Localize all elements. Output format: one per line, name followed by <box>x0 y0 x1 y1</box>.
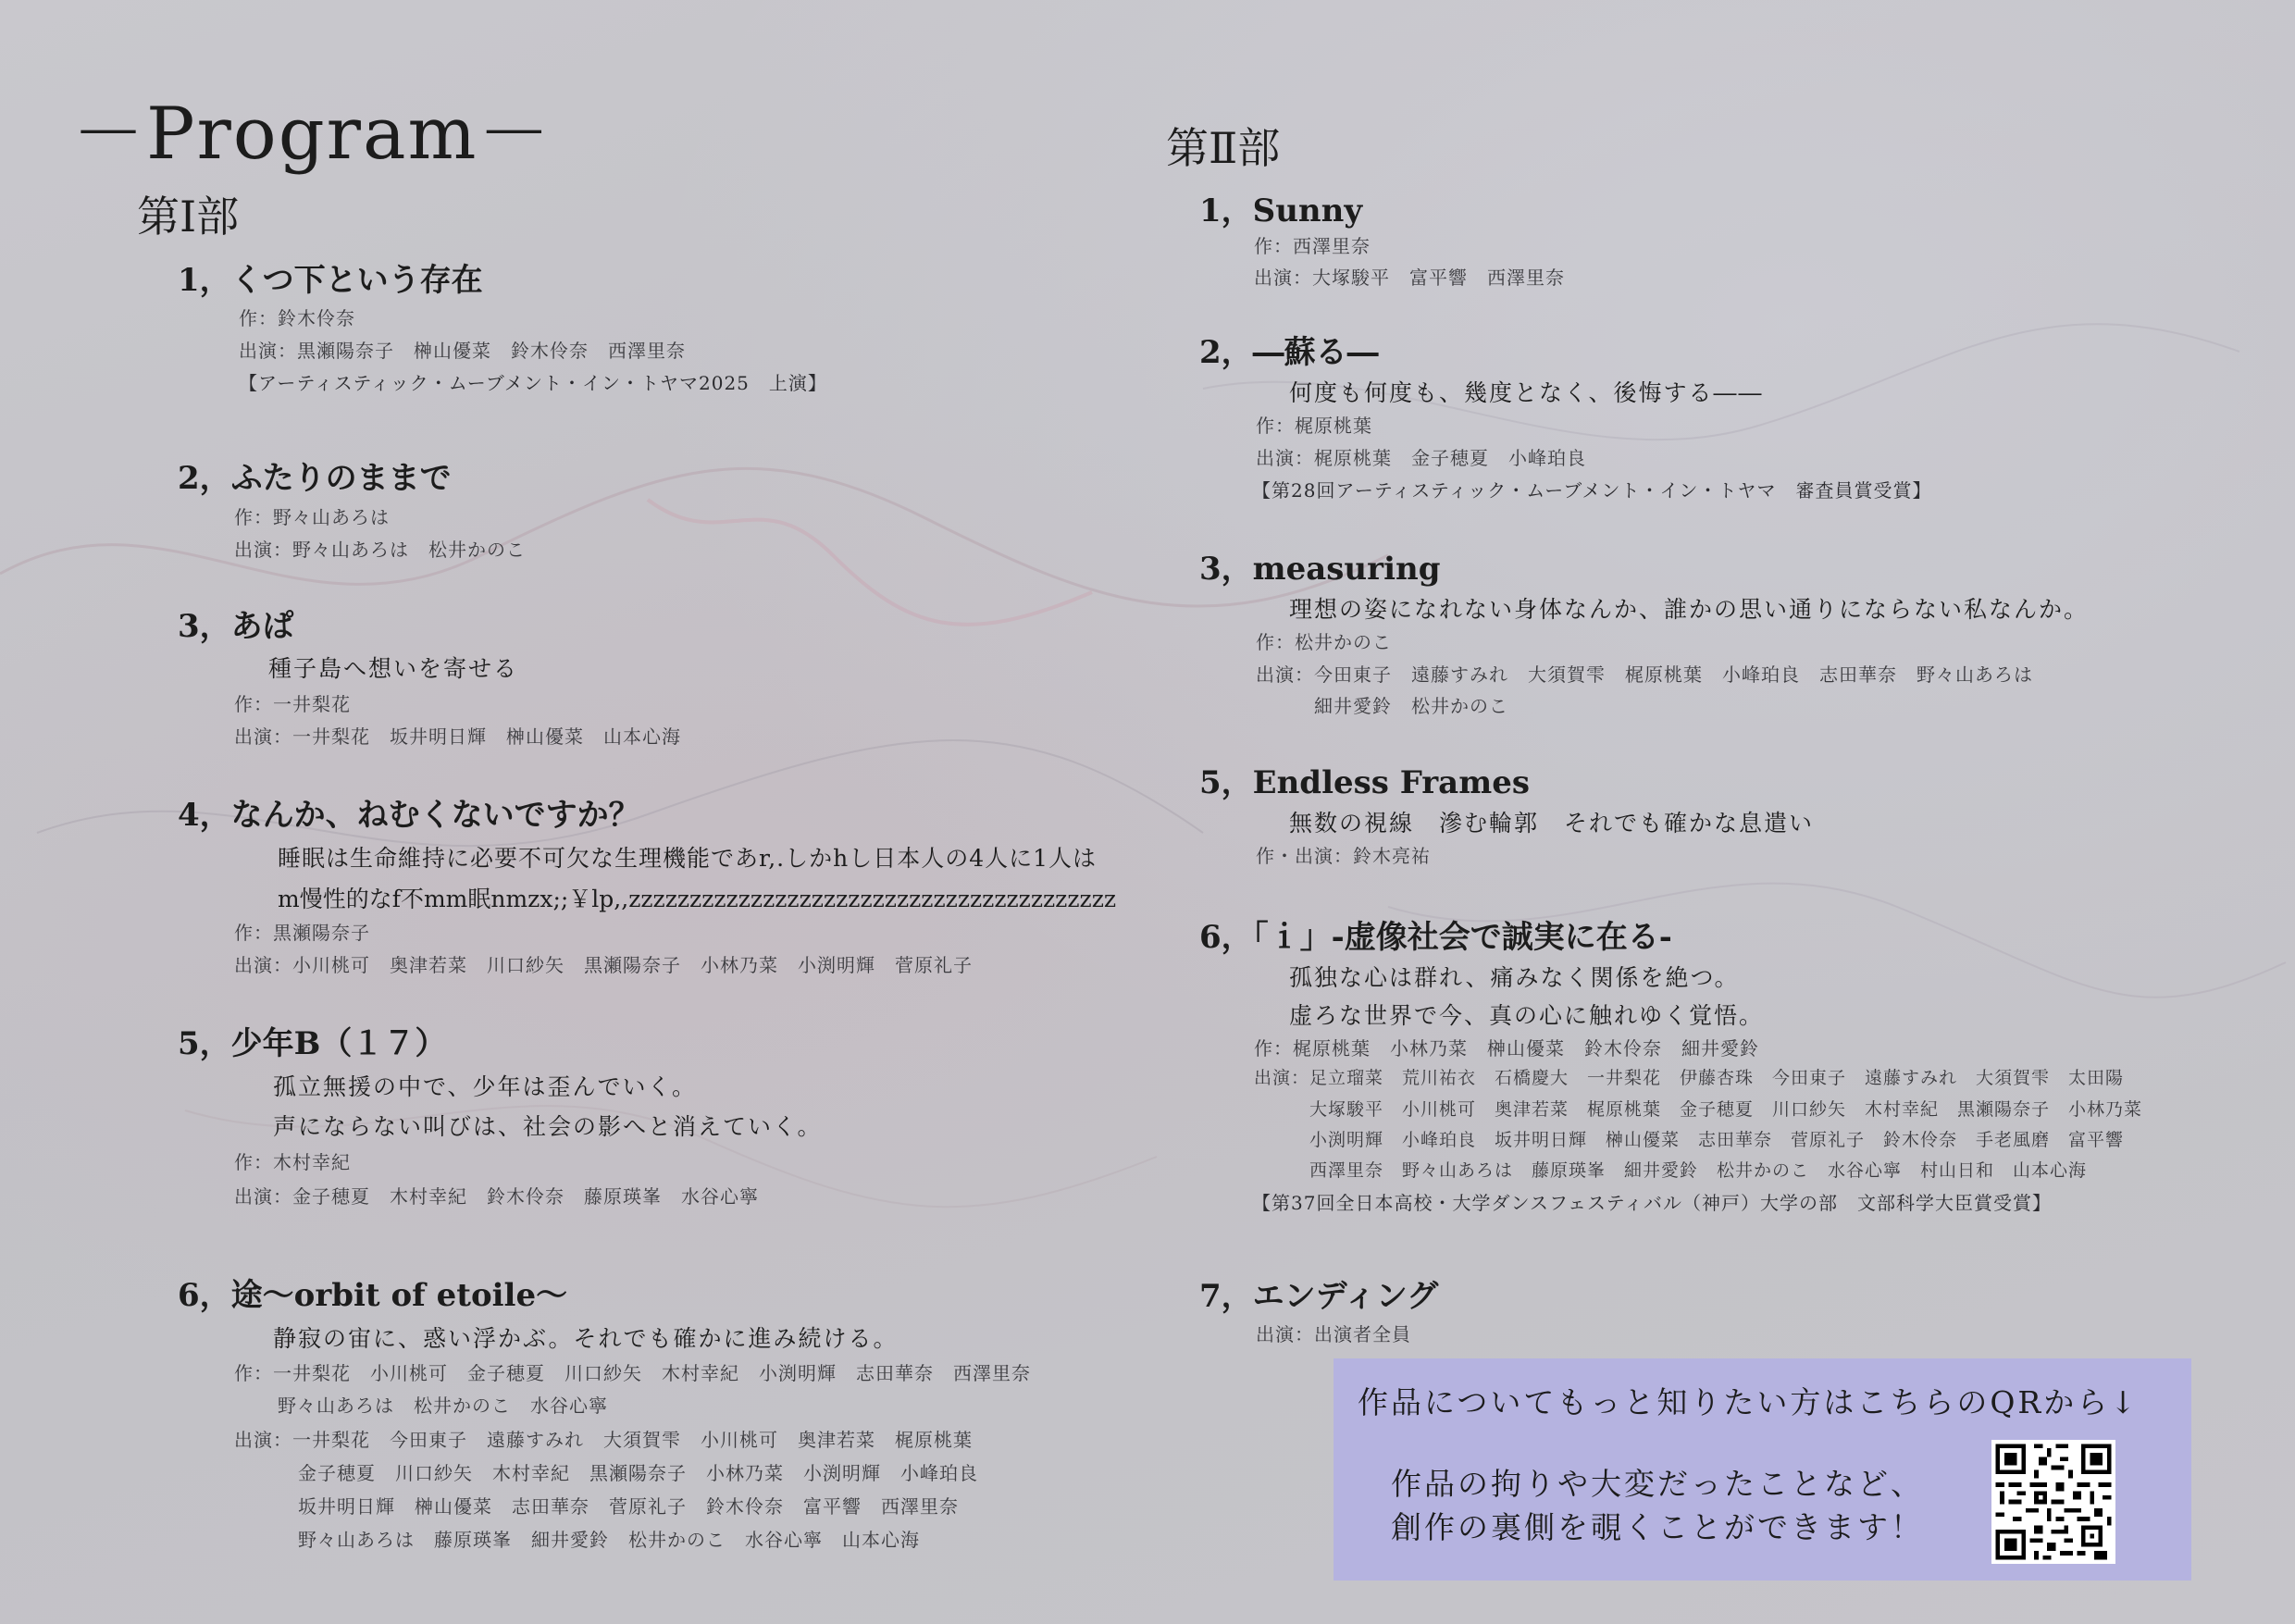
piece-author: 作：一井梨花 小川桃可 金子穂夏 川口紗矢 木村幸紀 小渕明輝 志田華奈 西澤里奈 <box>234 1362 1031 1384</box>
qr-description-line: 創作の裏側を覗くことができます！ <box>1391 1509 1924 1545</box>
piece-author: 作：野々山あろは <box>234 506 390 528</box>
piece-cast: 野々山あろは 藤原瑛峯 細井愛鈴 松井かのこ 水谷心寧 山本心海 <box>298 1529 920 1551</box>
piece-blurb: 孤立無援の中で、少年は歪んでいく。 <box>273 1073 698 1100</box>
piece-cast: 出演：一井梨花 今田東子 遠藤すみれ 大須賀雫 小川桃可 奥津若菜 梶原桃葉 <box>234 1429 973 1451</box>
piece-blurb: 理想の姿になれない身体なんか、誰かの思い通りにならない私なんか。 <box>1289 596 2090 623</box>
piece-author: 作：鈴木伶奈 <box>239 307 355 329</box>
piece-title: 3，あぱ <box>178 608 294 645</box>
qr-code-icon[interactable] <box>1991 1440 2115 1564</box>
piece-blurb: 虚ろな世界で今、真の心に触れゆく覚悟。 <box>1289 1002 1765 1029</box>
qr-description-line: 作品の拘りや大変だったことなど、 <box>1391 1466 1924 1502</box>
piece-cast: 出演：金子穂夏 木村幸紀 鈴木伶奈 藤原瑛峯 水谷心寧 <box>234 1185 759 1208</box>
piece-award: 【アーティスティック・ムーブメント・イン・トヤマ2025 上演】 <box>239 372 827 394</box>
piece-cast: 細井愛鈴 松井かのこ <box>1314 695 1508 717</box>
piece-title: 2，―蘇る― <box>1199 334 1379 371</box>
piece-cast: 出演：足立瑠菜 荒川祐衣 石橋慶大 一井梨花 伊藤杏珠 今田東子 遠藤すみれ 大須賀雫 太田陽 <box>1254 1068 2125 1088</box>
piece-cast: 大塚駿平 小川桃可 奥津若菜 梶原桃葉 金子穂夏 川口紗矢 木村幸紀 黒瀬陽奈子 小林乃菜 <box>1309 1099 2143 1120</box>
piece-author: 作：一井梨花 <box>234 693 351 715</box>
piece-blurb: 睡眠は生命維持に必要不可欠な生理機能であr,.しかhし日本人の4人に1人は <box>278 845 1098 872</box>
piece-cast: 出演：小川桃可 奥津若菜 川口紗矢 黒瀬陽奈子 小林乃菜 小渕明輝 菅原礼子 <box>234 954 973 976</box>
piece-blurb: m慢性的なf不mm眠nmzx;;￥lp,,zzzzzzzzzzzzzzzzzzzzzzzzzzzzzzzzzzzzzzzz <box>278 886 1117 912</box>
piece-title: 6，「ｉ」-虚像社会で誠実に在る- <box>1199 919 1672 956</box>
qr-heading: 作品についてもっと知りたい方はこちらのQRから↓ <box>1358 1384 2139 1420</box>
piece-blurb: 静寂の宙に、惑い浮かぶ。それでも確かに進み続ける。 <box>273 1325 899 1352</box>
piece-title: 7，エンディング <box>1199 1278 1439 1315</box>
piece-author: 作：木村幸紀 <box>234 1151 351 1173</box>
piece-author: 作・出演：鈴木亮祐 <box>1256 845 1431 867</box>
piece-title: 3，measuring <box>1199 551 1441 588</box>
piece-blurb: 孤独な心は群れ、痛みなく関係を絶つ。 <box>1289 964 1740 991</box>
piece-author: 作：松井かのこ <box>1256 631 1392 653</box>
piece-cast: 出演：梶原桃葉 金子穂夏 小峰珀良 <box>1256 447 1586 469</box>
piece-cast: 出演：出演者全員 <box>1256 1323 1411 1345</box>
part1-heading: 第Ⅰ部 <box>137 192 240 242</box>
piece-title: 4，なんか、ねむくないですか？ <box>178 797 640 834</box>
piece-author: 作：梶原桃葉 小林乃菜 榊山優菜 鈴木伶奈 細井愛鈴 <box>1254 1037 1759 1060</box>
piece-title: 1，Sunny <box>1199 192 1363 229</box>
piece-author: 作：黒瀬陽奈子 <box>234 922 370 944</box>
piece-cast: 出演：野々山あろは 松井かのこ <box>234 539 526 561</box>
piece-blurb: 無数の視線 滲む輪郭 それでも確かな息遣い <box>1289 810 1815 837</box>
piece-cast: 金子穂夏 川口紗矢 木村幸紀 黒瀬陽奈子 小林乃菜 小渕明輝 小峰珀良 <box>298 1462 978 1484</box>
piece-blurb: 種子島へ想いを寄せる <box>268 655 519 682</box>
piece-cast: 西澤里奈 野々山あろは 藤原瑛峯 細井愛鈴 松井かのこ 水谷心寧 村山日和 山本心海 <box>1309 1160 2088 1181</box>
piece-blurb: 声にならない叫びは、社会の影へと消えていく。 <box>273 1113 823 1140</box>
piece-author: 野々山あろは 松井かのこ 水谷心寧 <box>278 1395 608 1417</box>
part2-heading: 第Ⅱ部 <box>1166 123 1281 173</box>
piece-title: 5，Endless Frames <box>1199 764 1530 801</box>
piece-author: 作：西澤里奈 <box>1254 235 1371 257</box>
piece-award: 【第37回全日本高校・大学ダンスフェスティバル（神戸）大学の部 文部科学大臣賞受賞】 <box>1252 1192 2053 1214</box>
piece-cast: 出演：大塚駿平 富平響 西澤里奈 <box>1254 267 1565 289</box>
program-title: －Program－ <box>72 93 552 176</box>
piece-cast: 出演：黒瀬陽奈子 榊山優菜 鈴木伶奈 西澤里奈 <box>239 340 686 362</box>
piece-title: 1，くつ下という存在 <box>178 262 483 299</box>
piece-cast: 小渕明輝 小峰珀良 坂井明日輝 榊山優菜 志田華奈 菅原礼子 鈴木伶奈 手老風磨 富平響 <box>1309 1130 2125 1150</box>
piece-author: 作：梶原桃葉 <box>1256 415 1372 437</box>
piece-title: 5，少年B（１７） <box>178 1025 447 1062</box>
piece-cast: 坂井明日輝 榊山優菜 志田華奈 菅原礼子 鈴木伶奈 富平響 西澤里奈 <box>298 1495 959 1518</box>
qr-code-graphic <box>1991 1440 2115 1564</box>
piece-title: 2，ふたりのままで <box>178 460 452 497</box>
piece-cast: 出演：今田東子 遠藤すみれ 大須賀雫 梶原桃葉 小峰珀良 志田華奈 野々山あろは <box>1256 663 2033 686</box>
piece-blurb: 何度も何度も、幾度となく、後悔する―― <box>1289 379 1764 406</box>
piece-title: 6，途～orbit of etoile～ <box>178 1277 568 1314</box>
piece-award: 【第28回アーティスティック・ムーブメント・イン・トヤマ 審査員賞受賞】 <box>1252 479 1932 502</box>
piece-cast: 出演：一井梨花 坂井明日輝 榊山優菜 山本心海 <box>234 725 681 748</box>
